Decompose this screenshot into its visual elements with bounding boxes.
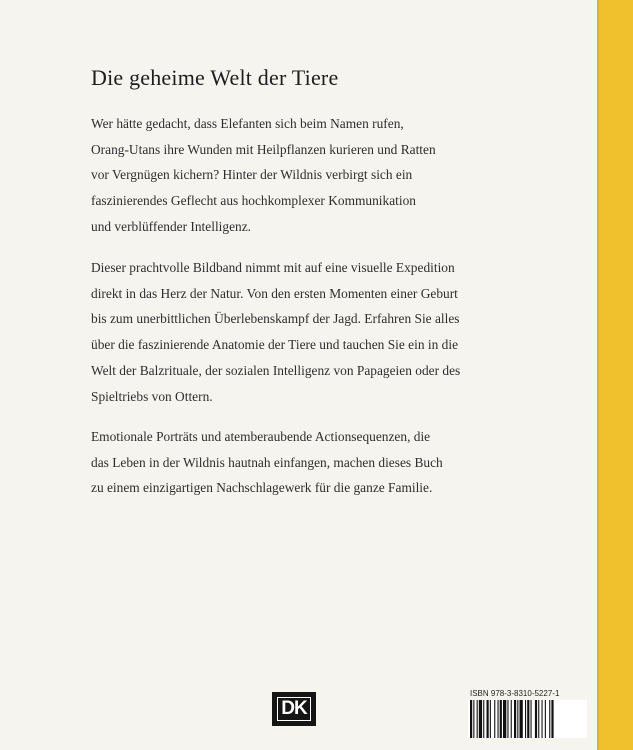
- text-line: Spieltriebs von Ottern.: [91, 388, 213, 404]
- dk-publisher-logo: [272, 692, 316, 726]
- barcode-bar: [517, 700, 518, 738]
- text-line: Orang-Utans ihre Wunden mit Heilpflanzen kurieren und Ratten: [91, 141, 436, 157]
- barcode-bar: [507, 700, 508, 738]
- barcode-bar: [473, 700, 474, 738]
- text-line: direkt in das Herz der Natur. Von den ersten Momenten einer Geburt: [91, 285, 458, 301]
- barcode-bar: [483, 700, 484, 738]
- barcode-graphic: [468, 700, 587, 738]
- barcode-bar: [525, 700, 526, 738]
- barcode-bar: [498, 700, 499, 738]
- paragraph-intro: [91, 111, 571, 240]
- barcode-bar: [479, 700, 482, 738]
- text-line: Dieser prachtvolle Bildband nimmt mit auf eine visuelle Expedition: [91, 260, 455, 275]
- text-line: über die faszinierende Anatomie der Tiere und tauchen Sie ein in die: [91, 337, 459, 353]
- barcode-bar: [514, 700, 516, 738]
- text-line: Emotionale Porträts und atemberaubende Actionsequenzen, die: [91, 429, 431, 444]
- barcode-bar: [511, 700, 512, 738]
- barcode-bar: [490, 700, 491, 738]
- logo-text: DK: [277, 697, 310, 721]
- text-line: Wer hätte gedacht, dass Elefanten sich beim Namen rufen,: [91, 116, 404, 131]
- barcode-bar: [503, 700, 506, 738]
- text-line: Welt der Balzrituale, der sozialen Intelligenz von Papageien oder des: [91, 362, 461, 378]
- barcode-bar: [545, 700, 546, 738]
- isbn-number: ISBN 978-3-8310-5227-1: [470, 689, 560, 698]
- barcode-bar: [542, 700, 543, 738]
- barcode-bar: [487, 700, 489, 738]
- barcode-bar: [549, 700, 550, 738]
- paragraph-closing: [91, 424, 571, 501]
- barcode-bar: [531, 700, 532, 738]
- barcode-bar: [470, 700, 472, 738]
- barcode-bar: [500, 700, 502, 738]
- text-line: faszinierendes Geflecht aus hochkomplexer Kommunikation: [91, 193, 416, 209]
- barcode-bar: [520, 700, 523, 738]
- text-line: zu einem einzigartigen Nachschlagewerk für die ganze Familie.: [91, 480, 433, 496]
- text-line: bis zum unerbittlichen Überlebenskampf der Jagd. Erfahren Sie alles: [91, 311, 460, 327]
- barcode-bar: [477, 700, 478, 738]
- barcode-bar: [535, 700, 537, 738]
- book-title: Die geheime Welt der Tiere: [91, 65, 339, 90]
- text-line: das Leben in der Wildnis hautnah einfangen, machen dieses Buch: [91, 454, 443, 470]
- text-line: vor Vergnügen kichern? Hinter der Wildnis verbirgt sich ein: [91, 167, 413, 183]
- text-line: und verblüffender Intelligenz.: [91, 218, 252, 234]
- barcode-bar: [527, 700, 529, 738]
- book-spine: [597, 0, 633, 750]
- barcode-bar: [551, 700, 553, 738]
- barcode-icon: [468, 700, 587, 738]
- barcode-bar: [494, 700, 495, 738]
- paragraph-description: [91, 255, 571, 409]
- barcode-bar: [538, 700, 539, 738]
